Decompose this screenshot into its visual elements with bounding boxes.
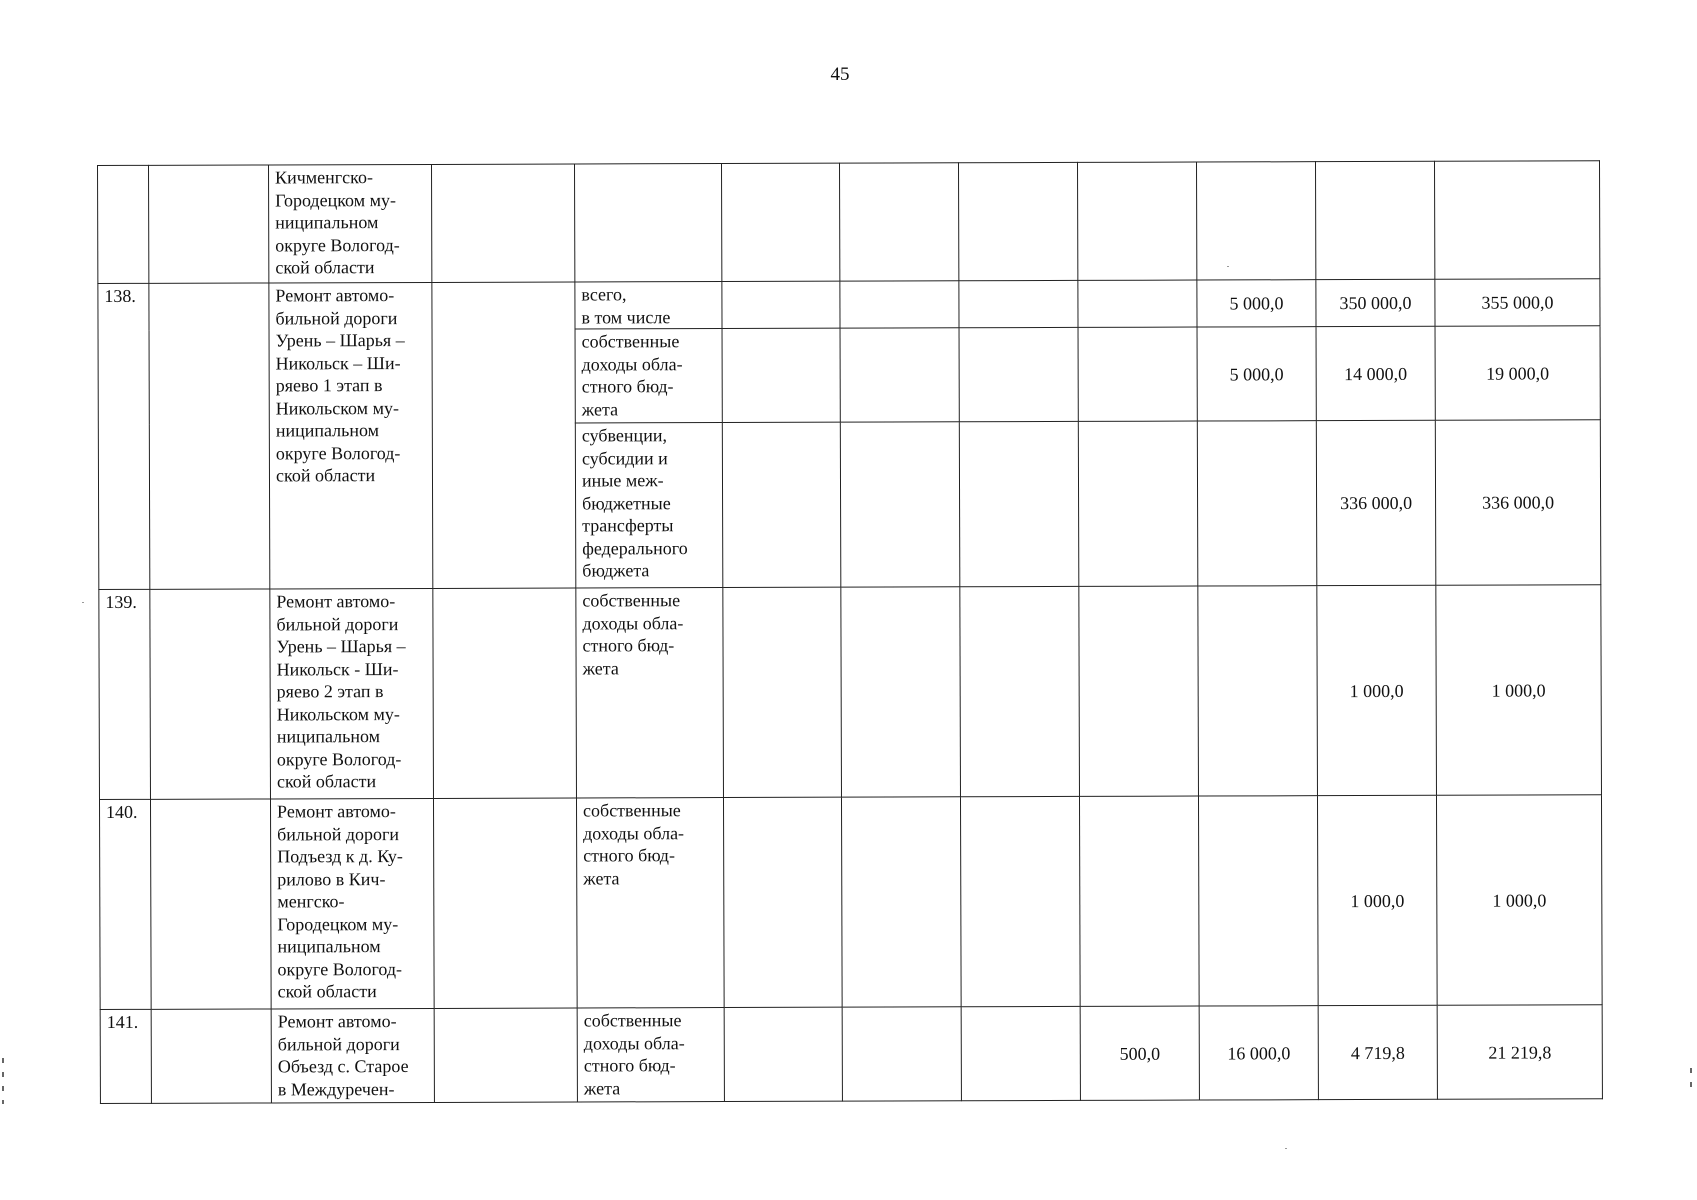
funding-source: собственные доходы обла- стного бюд- жета <box>575 329 722 423</box>
value-cell <box>1079 796 1199 1006</box>
empty-cell <box>149 165 269 283</box>
empty-cell <box>721 163 839 281</box>
value-cell <box>722 281 840 328</box>
row-index: 139. <box>99 589 151 799</box>
table-row <box>99 585 1602 800</box>
funding-source: всего, в том числе <box>575 282 722 329</box>
empty-cell <box>150 799 271 1009</box>
value-cell: 1 000,0 <box>1317 795 1437 1005</box>
funding-source: собственные доходы обла- стного бюд- жета <box>577 1008 724 1102</box>
scan-speck <box>82 602 84 603</box>
value-cell <box>840 422 960 587</box>
value-cell <box>842 1007 961 1101</box>
row-index <box>98 165 149 283</box>
value-cell <box>723 797 842 1007</box>
value-cell <box>959 280 1078 327</box>
scan-speck <box>1227 266 1229 267</box>
empty-cell <box>432 282 576 588</box>
row-index: 141. <box>100 1009 151 1103</box>
page-number: 45 <box>830 64 850 85</box>
row-index: 140. <box>99 799 151 1009</box>
empty-cell <box>431 164 574 282</box>
table-row <box>98 161 1600 284</box>
empty-cell <box>434 1008 577 1102</box>
object-name: Кичменгско- Городецком му- ниципальном округе Вологод- ской области <box>269 164 432 283</box>
value-cell <box>723 587 842 797</box>
value-cell: 4 719,8 <box>1318 1005 1437 1099</box>
empty-cell <box>1434 161 1599 280</box>
value-cell <box>840 281 959 328</box>
row-index: 138. <box>98 283 150 589</box>
funding-source <box>574 164 721 282</box>
scan-margin-mark <box>2 1058 4 1063</box>
scan-margin-mark <box>1690 1068 1692 1073</box>
scan-margin-mark <box>2 1100 4 1104</box>
empty-cell <box>433 798 577 1008</box>
value-cell <box>1197 421 1317 586</box>
value-cell <box>1198 796 1318 1006</box>
value-cell <box>1078 280 1197 327</box>
value-cell <box>1198 586 1318 796</box>
object-name: Ремонт автомо- бильной дороги Урень – Шарья – Никольск – Ши- ряево 1 этап в Никольском му- ниципальном округе Вологод- ской области <box>269 282 433 589</box>
value-cell: 5 000,0 <box>1197 327 1316 421</box>
total-cell: 336 000,0 <box>1435 420 1601 586</box>
value-cell <box>841 797 961 1007</box>
empty-cell <box>1196 162 1315 280</box>
empty-cell <box>958 162 1077 280</box>
value-cell <box>840 328 959 422</box>
value-cell <box>722 422 841 587</box>
empty-cell <box>151 1009 271 1103</box>
scan-margin-mark <box>2 1086 4 1091</box>
total-cell: 19 000,0 <box>1435 326 1600 421</box>
empty-cell <box>149 283 270 589</box>
total-cell: 1 000,0 <box>1436 585 1602 796</box>
empty-cell <box>433 588 577 798</box>
value-cell <box>724 1007 842 1101</box>
value-cell <box>841 587 961 797</box>
value-cell: 5 000,0 <box>1197 280 1316 327</box>
value-cell: 14 000,0 <box>1316 326 1435 420</box>
value-cell: 500,0 <box>1080 1006 1199 1100</box>
value-cell <box>1079 586 1199 796</box>
value-cell <box>959 421 1079 586</box>
scan-speck <box>1285 1148 1287 1149</box>
object-name: Ремонт автомо- бильной дороги Урень – Шарья – Никольск - Ши- ряево 2 этап в Никольском му- ниципальном округе Вологод- ской области <box>270 588 434 799</box>
total-cell: 1 000,0 <box>1436 795 1602 1006</box>
value-cell: 1 000,0 <box>1317 585 1437 795</box>
value-cell: 350 000,0 <box>1316 279 1435 326</box>
object-name: Ремонт автомо- бильной дороги Объезд с. Старое в Междуречен- <box>271 1008 434 1103</box>
table-row <box>99 795 1602 1010</box>
empty-cell <box>1315 161 1434 279</box>
value-cell <box>961 1006 1080 1100</box>
funding-source: собственные доходы обла- стного бюд- жета <box>576 588 724 798</box>
funding-source: собственные доходы обла- стного бюд- жета <box>576 798 724 1008</box>
value-cell <box>1078 327 1197 421</box>
funding-source: субвенции, субсидии и иные меж- бюджетные трансферты федерального бюджета <box>575 423 723 588</box>
object-name: Ремонт автомо- бильной дороги Подъезд к д. Ку- рилово в Кич- менгско- Городецком му- ниципальном округе Вологод- ской области <box>270 798 434 1009</box>
empty-cell <box>1077 162 1196 280</box>
value-cell <box>1078 421 1198 586</box>
empty-cell <box>150 589 271 799</box>
scan-margin-mark <box>2 1072 4 1077</box>
value-cell <box>960 586 1080 796</box>
value-cell: 336 000,0 <box>1316 420 1436 585</box>
value-cell <box>960 796 1080 1006</box>
value-cell: 16 000,0 <box>1199 1006 1318 1100</box>
total-cell: 21 219,8 <box>1437 1005 1602 1100</box>
scan-margin-mark <box>1690 1082 1692 1087</box>
table-row <box>100 1005 1602 1104</box>
value-cell <box>959 327 1078 421</box>
value-cell <box>722 328 840 422</box>
table-row <box>98 279 1600 331</box>
budget-table <box>97 160 1603 1104</box>
total-cell: 355 000,0 <box>1435 279 1600 327</box>
empty-cell <box>839 163 958 281</box>
